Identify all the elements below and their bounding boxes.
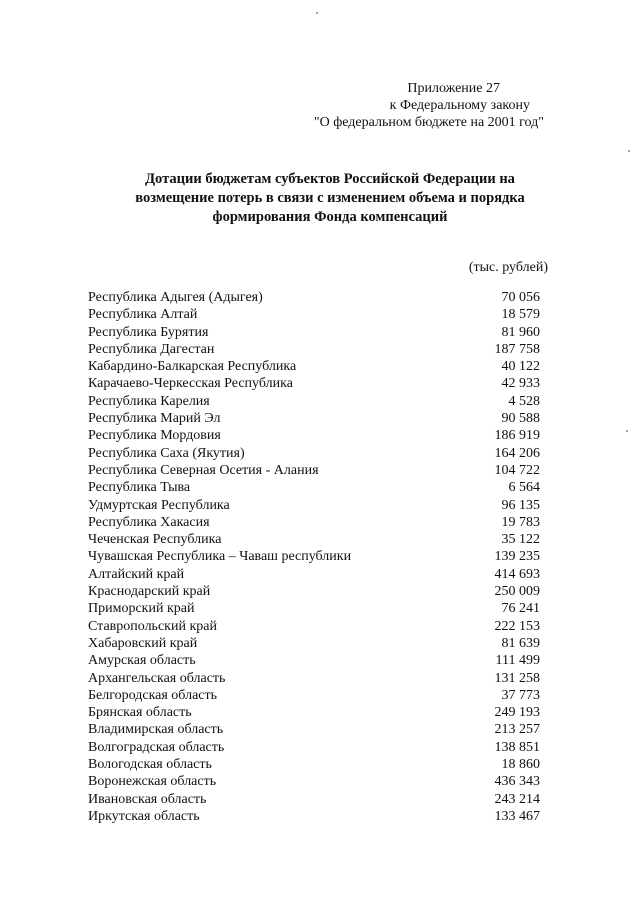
region-name: Ставропольский край (88, 618, 217, 634)
table-row (84, 687, 540, 704)
table-row (84, 618, 540, 635)
table-row (84, 739, 540, 756)
table-row (84, 358, 540, 375)
region-name: Республика Тыва (88, 480, 191, 496)
region-name: Республика Дагестан (88, 341, 215, 357)
document-title (100, 170, 560, 227)
table-row (84, 773, 540, 790)
table-row (84, 341, 540, 358)
table-row (84, 427, 540, 444)
table-row (84, 791, 540, 808)
subsidy-amount: 90 588 (501, 411, 540, 427)
subsidy-amount: 35 122 (501, 532, 540, 548)
region-name: Волгоградская область (88, 739, 225, 755)
subsidy-amount: 138 851 (494, 739, 540, 755)
region-name: Республика Адыгея (Адыгея) (88, 290, 263, 305)
subsidy-amount: 18 579 (501, 307, 540, 323)
subsidy-amount: 164 206 (494, 445, 540, 461)
subsidy-amount: 81 960 (501, 324, 540, 340)
table-row (84, 514, 540, 531)
table-row (84, 670, 540, 687)
table-row (84, 704, 540, 721)
region-name: Иркутская область (88, 808, 200, 824)
subsidy-amount: 249 193 (494, 705, 540, 721)
table-row (84, 393, 540, 410)
subsidy-amount: 222 153 (494, 618, 540, 634)
subsidy-amount: 436 343 (494, 774, 540, 790)
subsidy-amount: 187 758 (494, 341, 540, 357)
appendix-header (314, 80, 544, 131)
subsidy-amount: 139 235 (494, 549, 540, 565)
region-name: Владимирская область (88, 722, 224, 738)
subsidy-amount: 96 135 (501, 497, 540, 513)
region-name: Чувашская Республика – Чаваш республики (88, 549, 352, 565)
subsidy-amount: 40 122 (501, 359, 540, 375)
table-row (84, 306, 540, 323)
scan-speck (626, 430, 628, 432)
region-name: Республика Карелия (88, 393, 210, 409)
subsidy-table (84, 289, 540, 825)
subsidy-amount: 76 241 (501, 601, 540, 617)
table-row (84, 410, 540, 427)
subsidy-amount: 243 214 (494, 791, 540, 807)
table-row (84, 600, 540, 617)
region-name: Амурская область (88, 653, 196, 669)
table-row (84, 462, 540, 479)
region-name: Хабаровский край (88, 635, 198, 651)
region-name: Республика Алтай (88, 307, 198, 323)
region-name: Республика Северная Осетия - Алания (88, 462, 319, 478)
units-label: (тыс. рублей) (468, 260, 548, 275)
region-name: Карачаево-Черкесская Республика (88, 376, 293, 392)
table-row (84, 635, 540, 652)
table-row (84, 756, 540, 773)
region-name: Краснодарский край (88, 584, 211, 600)
subsidy-amount: 104 722 (494, 462, 540, 478)
subsidy-amount: 131 258 (494, 670, 540, 686)
subsidy-amount: 37 773 (501, 687, 540, 703)
table-row (84, 289, 540, 306)
region-name: Ивановская область (88, 791, 207, 807)
subsidy-amount: 133 467 (494, 808, 540, 824)
region-name: Республика Мордовия (88, 428, 221, 444)
region-name: Республика Марий Эл (88, 411, 221, 427)
subsidy-amount: 81 639 (501, 635, 540, 651)
table-row (84, 445, 540, 462)
scan-speck (316, 12, 318, 14)
table-row (84, 583, 540, 600)
region-name: Удмуртская Республика (88, 497, 230, 513)
region-name: Алтайский край (88, 566, 185, 582)
subsidy-amount: 186 919 (494, 428, 540, 444)
table-row (84, 808, 540, 825)
subsidy-amount: 4 528 (508, 393, 540, 409)
region-name: Кабардино-Балкарская Республика (88, 359, 297, 375)
appendix-number: Приложение 27 (407, 81, 500, 96)
appendix-law-title: "О федеральном бюджете на 2001 год" (313, 115, 544, 130)
region-name: Республика Саха (Якутия) (88, 445, 245, 461)
region-name: Воронежская область (88, 774, 217, 790)
region-name: Вологодская область (88, 757, 212, 773)
title-line-2: возмещение потерь в связи с изменением объема и порядка (135, 190, 525, 206)
table-row (84, 531, 540, 548)
region-name: Чеченская Республика (88, 532, 222, 548)
table-row (84, 566, 540, 583)
table-row (84, 375, 540, 392)
table-row (84, 497, 540, 514)
subsidy-amount: 19 783 (501, 514, 540, 530)
region-name: Белгородская область (88, 687, 218, 703)
scan-speck (628, 150, 630, 152)
table-row (84, 479, 540, 496)
subsidy-amount: 250 009 (494, 584, 540, 600)
subsidy-amount: 18 860 (501, 757, 540, 773)
subsidy-amount: 70 056 (501, 290, 540, 305)
title-line-3: формирования Фонда компенсаций (212, 209, 448, 225)
subsidy-amount: 111 499 (495, 653, 540, 669)
table-row (84, 721, 540, 738)
region-name: Республика Бурятия (88, 324, 209, 340)
subsidy-amount: 6 564 (508, 480, 540, 496)
title-line-1: Дотации бюджетам субъектов Российской Федерации на (145, 171, 515, 187)
subsidy-amount: 213 257 (494, 722, 540, 738)
region-name: Приморский край (88, 601, 195, 617)
region-name: Республика Хакасия (88, 514, 210, 530)
appendix-law-reference: к Федеральному закону (389, 98, 530, 113)
table-row (84, 652, 540, 669)
subsidy-amount: 414 693 (494, 566, 540, 582)
table-row (84, 548, 540, 565)
subsidy-amount: 42 933 (501, 376, 540, 392)
table-row (84, 324, 540, 341)
region-name: Брянская область (88, 705, 192, 721)
region-name: Архангельская область (88, 670, 226, 686)
